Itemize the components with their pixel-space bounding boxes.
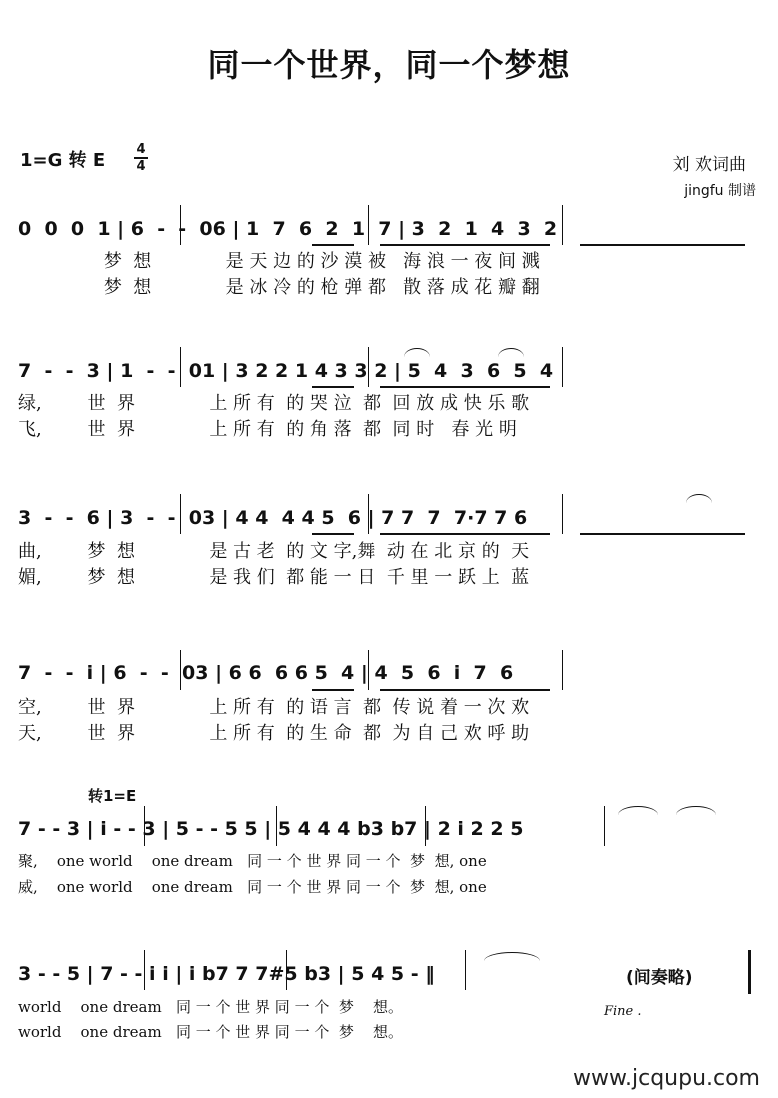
barline (562, 494, 563, 534)
lyrics-row-3-verse-2: 媚, 梦 想 是 我 们 都 能 一 日 千 里 一 跃 上 蓝 (18, 567, 530, 588)
lyrics-row-5-verse-1: 聚, one world one dream 同 一 个 世 界 同 一 个 梦 想, one (18, 852, 487, 870)
tie-arc (404, 348, 430, 357)
beam (380, 689, 550, 691)
beam (312, 533, 354, 535)
barline (180, 205, 181, 245)
beam (380, 386, 550, 388)
beam (580, 244, 745, 246)
site-watermark: www.jcqupu.com (573, 1066, 760, 1091)
transcriber-credit: jingfu 制谱 (684, 183, 756, 199)
barline (368, 205, 369, 245)
barline (562, 650, 563, 690)
beam (580, 533, 745, 535)
barline (368, 494, 369, 534)
fine-marker: Fine . (604, 1004, 642, 1019)
tie-arc (676, 806, 716, 815)
interlude-note: (间奏略) (626, 968, 693, 988)
tie-arc (618, 806, 658, 815)
beam (380, 244, 550, 246)
lyrics-row-1-verse-2: 梦 想 是 冰 冷 的 枪 弹 都 散 落 成 花 瓣 翻 (18, 277, 540, 298)
barline (465, 950, 466, 990)
notes-row-1: 0 0 0 1 | 6 - - 06 | 1 7 6 2 1 7 | 3 2 1 4 3 2 (18, 218, 558, 240)
composer-credit: 刘 欢词曲 (672, 155, 746, 175)
modulation-label: 转1=E (88, 787, 137, 805)
barline (180, 494, 181, 534)
beam (312, 244, 354, 246)
barline (180, 347, 181, 387)
barline (276, 806, 277, 846)
notes-row-6: 3 - - 5 | 7 - - i i | i b7 7 7#5 b3 | 5 4 5 - ‖ (18, 963, 435, 985)
barline (180, 650, 181, 690)
tie-arc (686, 494, 712, 503)
lyrics-row-6-verse-1: world one dream 同 一 个 世 界 同 一 个 梦 想。 (18, 998, 403, 1016)
barline (425, 806, 426, 846)
barline (368, 347, 369, 387)
barline (144, 950, 145, 990)
notes-row-4: 7 - - i | 6 - - 03 | 6 6 6 6 5 4 | 4 5 6 i 7 6 (18, 662, 514, 684)
barline (368, 650, 369, 690)
tie-arc (484, 952, 540, 961)
key-signature: 1=G 转 E (20, 150, 106, 171)
barline (144, 806, 145, 846)
notes-row-5: 7 - - 3 | i - - 3 | 5 - - 5 5 | 5 4 4 4 b3 b7 | 2 i 2 2 5 (18, 818, 524, 840)
tie-arc (498, 348, 524, 357)
lyrics-row-5-verse-2: 威, one world one dream 同 一 个 世 界 同 一 个 梦 想, one (18, 878, 487, 896)
beam (312, 386, 354, 388)
lyrics-row-2-verse-2: 飞, 世 界 上 所 有 的 角 落 都 同 时 春 光 明 (18, 419, 517, 440)
final-barline (748, 950, 751, 994)
barline (604, 806, 605, 846)
lyrics-row-3-verse-1: 曲, 梦 想 是 古 老 的 文 字,舞 动 在 北 京 的 天 (18, 541, 530, 562)
song-title: 同一个世界，同一个梦想 (207, 46, 571, 84)
lyrics-row-4-verse-2: 天, 世 界 上 所 有 的 生 命 都 为 自 己 欢 呼 助 (18, 723, 530, 744)
time-signature (134, 143, 148, 173)
notes-row-3: 3 - - 6 | 3 - - 03 | 4 4 4 4 5 6 | 7 7 7 7·7 7 6 (18, 507, 528, 529)
beam (380, 533, 550, 535)
barline (562, 205, 563, 245)
lyrics-row-1-verse-1: 梦 想 是 天 边 的 沙 漠 被 海 浪 一 夜 间 溅 (18, 251, 540, 272)
barline (562, 347, 563, 387)
barline (286, 950, 287, 990)
notes-row-2: 7 - - 3 | 1 - - 01 | 3 2 2 1 4 3 3 2 | 5 4 3 6 5 4 (18, 360, 554, 382)
lyrics-row-4-verse-1: 空, 世 界 上 所 有 的 语 言 都 传 说 着 一 次 欢 (18, 697, 530, 718)
lyrics-row-6-verse-2: world one dream 同 一 个 世 界 同 一 个 梦 想。 (18, 1023, 403, 1041)
time-signature-top: 4 (136, 142, 146, 157)
beam (312, 689, 354, 691)
time-signature-bottom: 4 (136, 159, 146, 174)
lyrics-row-2-verse-1: 绿, 世 界 上 所 有 的 哭 泣 都 回 放 成 快 乐 歌 (18, 393, 530, 414)
